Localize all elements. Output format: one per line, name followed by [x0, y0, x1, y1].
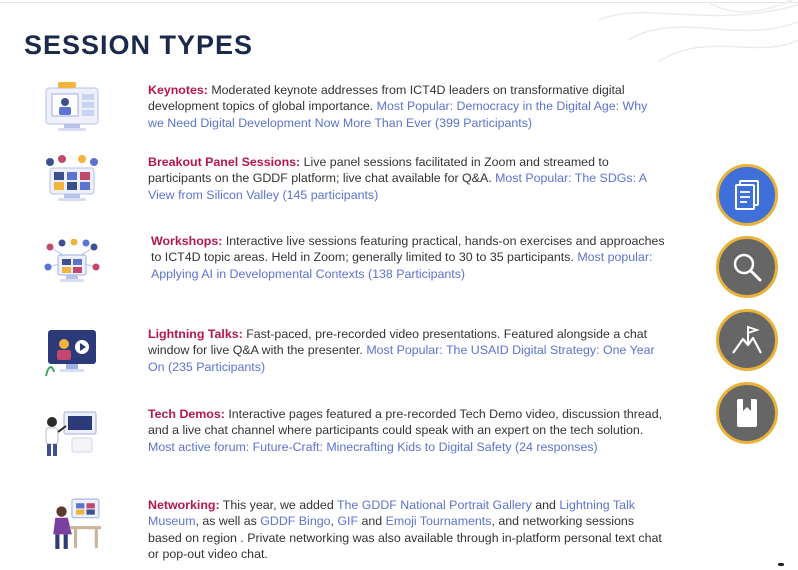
networking-text: , — [330, 514, 338, 529]
gddf-bingo-link[interactable]: GDDF Bingo — [260, 514, 331, 529]
session-breakout-text — [148, 154, 666, 203]
session-breakout-panel — [0, 154, 700, 224]
networking-desk-illustration — [44, 497, 104, 551]
networking-text: This year, we added — [219, 498, 337, 512]
session-label: Tech Demos: — [148, 407, 225, 421]
sidebar-document-button[interactable] — [716, 164, 778, 226]
session-networking-text — [148, 497, 666, 563]
session-description: Fast-paced, pre-recorded video presentations. Featured alongside a chat window for live Q&A with the presenter. — [148, 327, 648, 358]
lightning-talk-video-illustration — [44, 326, 100, 378]
bookmark-book-icon — [733, 397, 761, 429]
session-label: Lightning Talks: — [148, 327, 243, 341]
session-description: Interactive pages featured a pre-recorded Tech Demo video, discussion thread, and a live chat channel where participants could speak with an expert on the tech solution. — [148, 407, 663, 438]
decorative-swirl-lines — [588, 0, 798, 70]
most-popular-link[interactable]: Most Popular: The USAID Digital Strategy: One Year On (235 Participants) — [148, 343, 655, 374]
session-lightning-text — [148, 326, 666, 375]
session-workshops — [0, 233, 700, 303]
lightning-talk-museum-link[interactable]: Lightning Talk Museum — [148, 498, 635, 529]
mountain-flag-icon — [731, 324, 763, 356]
document-icon — [732, 179, 762, 211]
national-portrait-gallery-link[interactable]: The GDDF National Portrait Gallery — [336, 498, 532, 512]
sidebar-mountain-flag-button[interactable] — [716, 309, 778, 371]
gif-link[interactable]: GIF — [337, 514, 359, 529]
most-active-forum-link[interactable]: Most active forum: Future-Craft: Minecrafting Kids to Digital Safety (24 responses) — [148, 439, 598, 454]
session-label: Breakout Panel Sessions: — [148, 155, 301, 169]
magnifier-icon — [731, 251, 763, 283]
workshop-network-illustration — [44, 239, 100, 291]
breakout-panel-illustration — [44, 154, 100, 206]
session-label: Networking: — [148, 498, 220, 512]
session-description: Interactive live sessions featuring practical, hands-on exercises and approaches to ICT4D topic areas. Held in Zoom; generally limited to 30 to 35 participants. — [151, 234, 665, 265]
corner-mark — [778, 563, 784, 566]
session-networking — [0, 497, 700, 567]
networking-text: and — [531, 498, 560, 512]
keynote-video-call-illustration — [44, 82, 100, 134]
most-popular-link[interactable]: Most popular: Applying AI in Developmental Contexts (138 Participants) — [151, 250, 653, 281]
tech-demo-presenter-illustration — [42, 408, 98, 460]
networking-text: , and networking sessions based on region . Private networking was also available through in-platform personal text chat or pop-out video chat. — [148, 514, 662, 562]
networking-text: , as well as — [195, 514, 261, 529]
session-workshops-text — [151, 233, 669, 282]
session-techdemos-text — [148, 406, 666, 455]
page-title: SESSION TYPES — [24, 30, 254, 60]
session-description: Live panel sessions facilitated in Zoom and streamed to participants on the GDDF platform; live chat available for Q&A. — [148, 155, 609, 186]
networking-text: and — [358, 514, 386, 529]
session-label: Workshops: — [151, 234, 223, 248]
session-keynotes-text — [148, 82, 666, 131]
sidebar-search-button[interactable] — [716, 236, 778, 298]
emoji-tournaments-link[interactable]: Emoji Tournaments — [385, 514, 492, 529]
session-lightning-talks — [0, 326, 700, 396]
sidebar-bookmark-button[interactable] — [716, 382, 778, 444]
session-label: Keynotes: — [148, 83, 208, 97]
session-keynotes — [0, 82, 700, 152]
session-tech-demos — [0, 406, 700, 476]
session-description: Moderated keynote addresses from ICT4D leaders on transformative digital development topics of global importance. — [148, 83, 625, 114]
most-popular-link[interactable]: Most Popular: Democracy in the Digital Age: Why we Need Digital Development Now More Than Ever (399 Participants) — [148, 99, 648, 130]
most-popular-link[interactable]: Most Popular: The SDGs: A View from Silicon Valley (145 participants) — [148, 171, 647, 202]
